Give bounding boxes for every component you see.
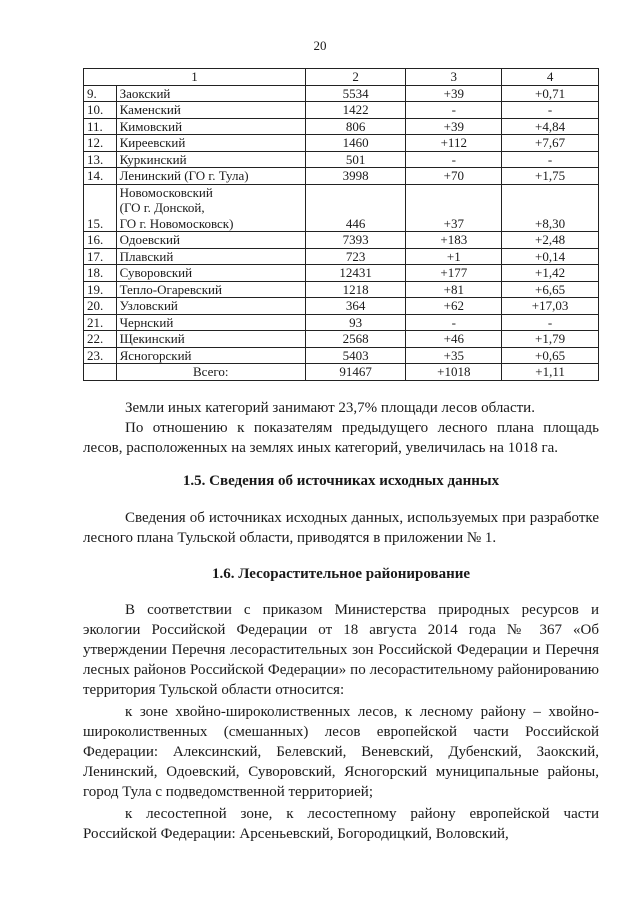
total-col-4: +1,11 [502, 364, 599, 381]
header-cell-4: 4 [502, 69, 599, 86]
district-name [116, 184, 305, 232]
paragraph-mixed-forest-zone: к зоне хвойно-широколиственных лесов, к лесному району – хвойно-широколиственных (смешанных) лесов европейской части Российской Федерации: Алексинский, Белевский, Веневский, Дубенский, Заокский, Ленинский, Одоевский, Суворовский, Ясногорский муниципальные районы, город Тула с подведомственной территорией; [83, 704, 599, 800]
district-name-line: Щекинский [119, 331, 185, 346]
value-col-2: 501 [305, 151, 405, 168]
total-blank-cell [84, 364, 117, 381]
value-col-3: +1 [406, 248, 502, 265]
header-cell-2: 2 [305, 69, 405, 86]
header-cell-3: 3 [406, 69, 502, 86]
district-name [116, 135, 305, 152]
row-number: 17. [84, 248, 117, 265]
paragraph-data-sources: Сведения об источниках исходных данных, используемых при разработке лесного плана Тульской области, приводятся в приложении № 1. [83, 510, 599, 546]
value-col-3: +177 [406, 265, 502, 282]
district-name [116, 331, 305, 348]
value-col-4: +1,79 [502, 331, 599, 348]
district-name-line: Узловский [119, 298, 178, 313]
district-name [116, 314, 305, 331]
district-name [116, 281, 305, 298]
row-number: 23. [84, 347, 117, 364]
district-name-line: Куркинский [119, 151, 187, 167]
value-col-4: +4,84 [502, 118, 599, 135]
table-row [84, 298, 599, 315]
value-col-2: 1460 [305, 135, 405, 152]
table-row [84, 232, 599, 249]
row-number: 14. [84, 168, 117, 185]
row-number: 10. [84, 102, 117, 119]
value-col-2: 2568 [305, 331, 405, 348]
value-col-2: 12431 [305, 265, 405, 282]
table-row [84, 265, 599, 282]
value-col-3: - [406, 102, 502, 119]
value-col-3: +183 [406, 232, 502, 249]
value-col-2: 364 [305, 298, 405, 315]
table-row [84, 118, 599, 135]
value-col-3: +112 [406, 135, 502, 152]
paragraph-change-vs-previous-plan: По отношению к показателям предыдущего лесного плана площадь лесов, расположенных на землях иных категорий, увеличилась на 1018 га. [83, 420, 599, 456]
row-number: 11. [84, 118, 117, 135]
value-col-4: +1,75 [502, 168, 599, 185]
paragraph-other-lands: Земли иных категорий занимают 23,7% площади лесов области. [125, 400, 535, 416]
value-col-3: - [406, 314, 502, 331]
district-name-line: Кимовский [119, 118, 183, 134]
table-row [84, 331, 599, 348]
forest-area-table [83, 68, 599, 381]
paragraph-forest-steppe-zone: к лесостепной зоне, к лесостепному району европейской части Российской Федерации: Арсеньевский, Богородицкий, Воловский, [83, 806, 599, 842]
table-row [84, 184, 599, 232]
district-name-line: Ясногорский [119, 347, 192, 363]
header-cell-1: 1 [84, 69, 306, 86]
row-number: 22. [84, 331, 117, 348]
value-col-2: 1218 [305, 281, 405, 298]
value-col-3: +37 [406, 184, 502, 232]
table-row [84, 135, 599, 152]
district-name [116, 232, 305, 249]
value-col-4: +2,48 [502, 232, 599, 249]
district-name [116, 102, 305, 119]
value-col-4: +6,65 [502, 281, 599, 298]
district-name-line: Заокский [119, 85, 171, 101]
value-col-2: 806 [305, 118, 405, 135]
table-header-row [84, 69, 599, 86]
district-name-line: Новомосковский [119, 184, 213, 200]
section-heading-1-5: 1.5. Сведения об источниках исходных данных [182, 473, 500, 489]
value-col-4: - [502, 151, 599, 168]
district-name [116, 168, 305, 185]
district-name-line: (ГО г. Донской, [119, 200, 205, 215]
district-name-line: ГО г. Новомосковск) [119, 215, 234, 231]
value-col-2: 3998 [305, 168, 405, 185]
table-row [84, 314, 599, 331]
value-col-3: +39 [406, 85, 502, 102]
row-number: 21. [84, 314, 117, 331]
table-row [84, 248, 599, 265]
value-col-2: 5534 [305, 85, 405, 102]
table-total-row [84, 364, 599, 381]
district-name [116, 248, 305, 265]
total-label: Всего: [116, 364, 305, 381]
district-name-line: Ленинский (ГО г. Тула) [119, 168, 249, 183]
district-name [116, 85, 305, 102]
value-col-4: +0,65 [502, 347, 599, 364]
district-name-line: Чернский [119, 314, 174, 330]
district-name-line: Плавский [119, 248, 174, 264]
table-row [84, 85, 599, 102]
value-col-4: +0,71 [502, 85, 599, 102]
value-col-3: +46 [406, 331, 502, 348]
table-body [84, 69, 599, 381]
section-heading-1-6: 1.6. Лесорастительное районирование [211, 566, 471, 582]
table-row [84, 347, 599, 364]
paragraph-zoning-order: В соответствии с приказом Министерства природных ресурсов и экологии Российской Федерации от 18 августа 2014 года № 367 «Об утверждении Перечня лесорастительных зон Российской Федерации и Перечня лесных районов Российской Федерации» по лесорастительному районированию территория Тульской области относится: [83, 602, 599, 698]
total-col-2: 91467 [305, 364, 405, 381]
row-number: 12. [84, 135, 117, 152]
value-col-2: 7393 [305, 232, 405, 249]
value-col-2: 446 [305, 184, 405, 232]
value-col-2: 93 [305, 314, 405, 331]
district-name-line: Каменский [119, 102, 181, 117]
value-col-2: 5403 [305, 347, 405, 364]
district-name-line: Одоевский [119, 232, 180, 247]
value-col-3: +39 [406, 118, 502, 135]
district-name-line: Тепло-Огаревский [119, 281, 222, 297]
value-col-4: +0,14 [502, 248, 599, 265]
value-col-4: - [502, 102, 599, 119]
value-col-4: +7,67 [502, 135, 599, 152]
table-row [84, 102, 599, 119]
table-row [84, 168, 599, 185]
district-name-line: Киреевский [119, 135, 186, 150]
table-row [84, 281, 599, 298]
district-name-line: Суворовский [119, 265, 193, 280]
page-number: 20 [313, 38, 327, 53]
row-number: 9. [84, 85, 117, 102]
value-col-4: +8,30 [502, 184, 599, 232]
value-col-3: +62 [406, 298, 502, 315]
value-col-4: - [502, 314, 599, 331]
value-col-2: 723 [305, 248, 405, 265]
value-col-2: 1422 [305, 102, 405, 119]
total-col-3: +1018 [406, 364, 502, 381]
row-number: 13. [84, 151, 117, 168]
value-col-3: - [406, 151, 502, 168]
row-number: 16. [84, 232, 117, 249]
district-name [116, 265, 305, 282]
value-col-3: +70 [406, 168, 502, 185]
table-row [84, 151, 599, 168]
value-col-4: +1,42 [502, 265, 599, 282]
district-name [116, 118, 305, 135]
value-col-3: +35 [406, 347, 502, 364]
row-number: 15. [84, 184, 117, 232]
value-col-4: +17,03 [502, 298, 599, 315]
row-number: 20. [84, 298, 117, 315]
value-col-3: +81 [406, 281, 502, 298]
row-number: 18. [84, 265, 117, 282]
district-name [116, 298, 305, 315]
district-name [116, 151, 305, 168]
row-number: 19. [84, 281, 117, 298]
district-name [116, 347, 305, 364]
